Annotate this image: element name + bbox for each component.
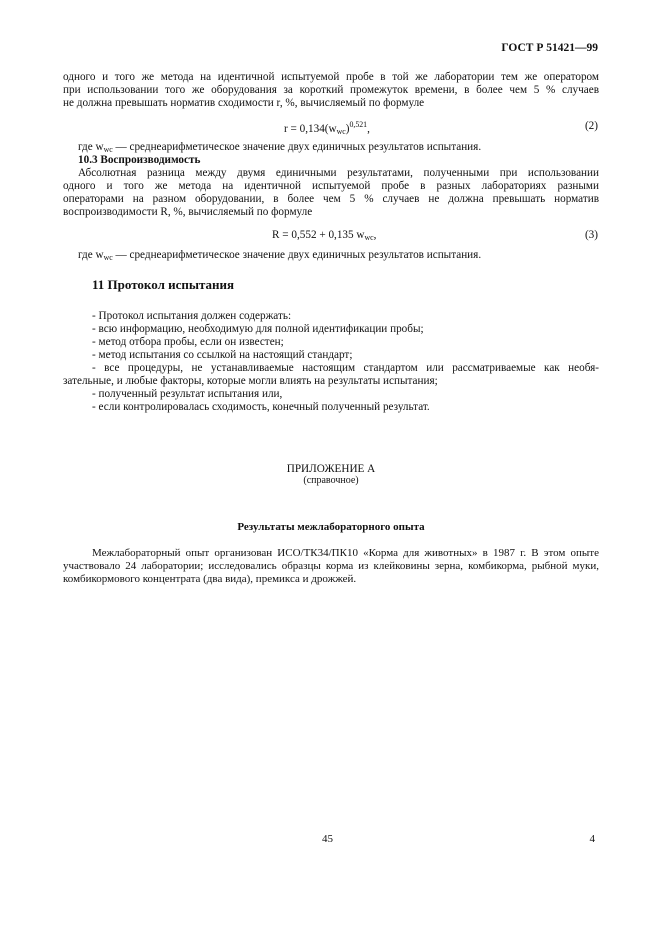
section-heading: 11 Протокол испытания xyxy=(92,277,235,292)
appendix-title: ПРИЛОЖЕНИЕ А xyxy=(286,463,376,475)
appendix-paragraph-line: комбикормового концентрата (два вида), премикса и дрожжей. xyxy=(63,573,357,585)
list-item: - метод испытания со ссылкой на настоящий стандарт; xyxy=(92,349,353,361)
formula-subscript: wc xyxy=(336,127,346,136)
formula-tail: , xyxy=(373,229,377,241)
appendix-paragraph-line: участвовало 24 лаборатории; исследовались образцы корма из клейковины зерна, комбикорма, рыбной муки, xyxy=(63,560,599,572)
equation-number: (3) xyxy=(584,229,598,241)
formula-repeatability xyxy=(284,120,370,136)
page-number: 45 xyxy=(322,833,333,845)
appendix-paragraph-line: Межлабораторный опыт организован ИСО/ТК34/ПК10 «Корма для животных» в 1987 г. В этом опыте xyxy=(92,547,599,559)
list-item: - все процедуры, не устанавливаемые настоящим стандартом или рассматриваемые как необя- xyxy=(92,362,599,374)
formula-reproducibility xyxy=(272,229,376,242)
where-subscript: wc xyxy=(103,253,113,262)
appendix-subtitle: (справочное) xyxy=(303,475,359,486)
equation-number: (2) xyxy=(584,120,598,132)
appendix-heading: Результаты межлабораторного опыта xyxy=(237,521,425,533)
subsection-heading: 10.3 Воспроизводимость xyxy=(78,154,201,166)
list-item: - полученный результат испытания или, xyxy=(92,388,283,400)
paragraph-line: операторами на разном оборудовании, в более чем 5 % случаев не должна превышать норматив xyxy=(63,193,599,205)
where-text: — среднеарифметическое значение двух единичных результатов испытания. xyxy=(112,141,482,153)
paragraph-line: при использовании того же оборудования за короткий промежуток времени, в более чем 5 % случаев xyxy=(63,84,599,96)
formula-paren: ) xyxy=(345,123,350,135)
formula-subscript: wc xyxy=(364,233,374,242)
variable-definition xyxy=(78,249,481,264)
paragraph-line: одного и того же метода на идентичной испытуемой пробе в той же лаборатории тем же оператором xyxy=(63,71,599,83)
list-item: - метод отбора пробы, если он известен; xyxy=(92,336,284,348)
where-text: — среднеарифметическое значение двух единичных результатов испытания. xyxy=(112,249,482,261)
paragraph-line: одного и того же метода на идентичной испытуемой пробе в разных лабораториях разными xyxy=(63,180,599,192)
sheet-number: 4 xyxy=(589,833,595,845)
list-item: - всю информацию, необходимую для полной идентификации пробы; xyxy=(92,323,424,335)
where-subscript: wc xyxy=(103,145,113,154)
list-item: - Протокол испытания должен содержать: xyxy=(92,310,292,322)
formula-lhs: r = 0,134(w xyxy=(284,123,337,135)
where-prefix: где w xyxy=(78,249,104,261)
list-item: - если контролировалась сходимость, конечный полученный результат. xyxy=(92,401,430,413)
formula-exponent: 0,521 xyxy=(349,120,368,129)
paragraph-line: не должна превышать норматив сходимости r, %, вычисляемый по формуле xyxy=(63,97,425,109)
list-item-continuation: зательные, и любые факторы, которые могли влиять на результаты испытания; xyxy=(63,375,438,387)
formula-tail: , xyxy=(367,123,370,135)
paragraph-line: Абсолютная разница между двумя единичными результатами, полученными при использовании xyxy=(78,167,599,179)
paragraph-line: воспроизводимости R, %, вычисляемый по формуле xyxy=(63,206,313,218)
formula-lhs: R = 0,552 + 0,135 w xyxy=(272,229,365,241)
where-prefix: где w xyxy=(78,141,104,153)
document-number: ГОСТ Р 51421—99 xyxy=(501,42,598,54)
